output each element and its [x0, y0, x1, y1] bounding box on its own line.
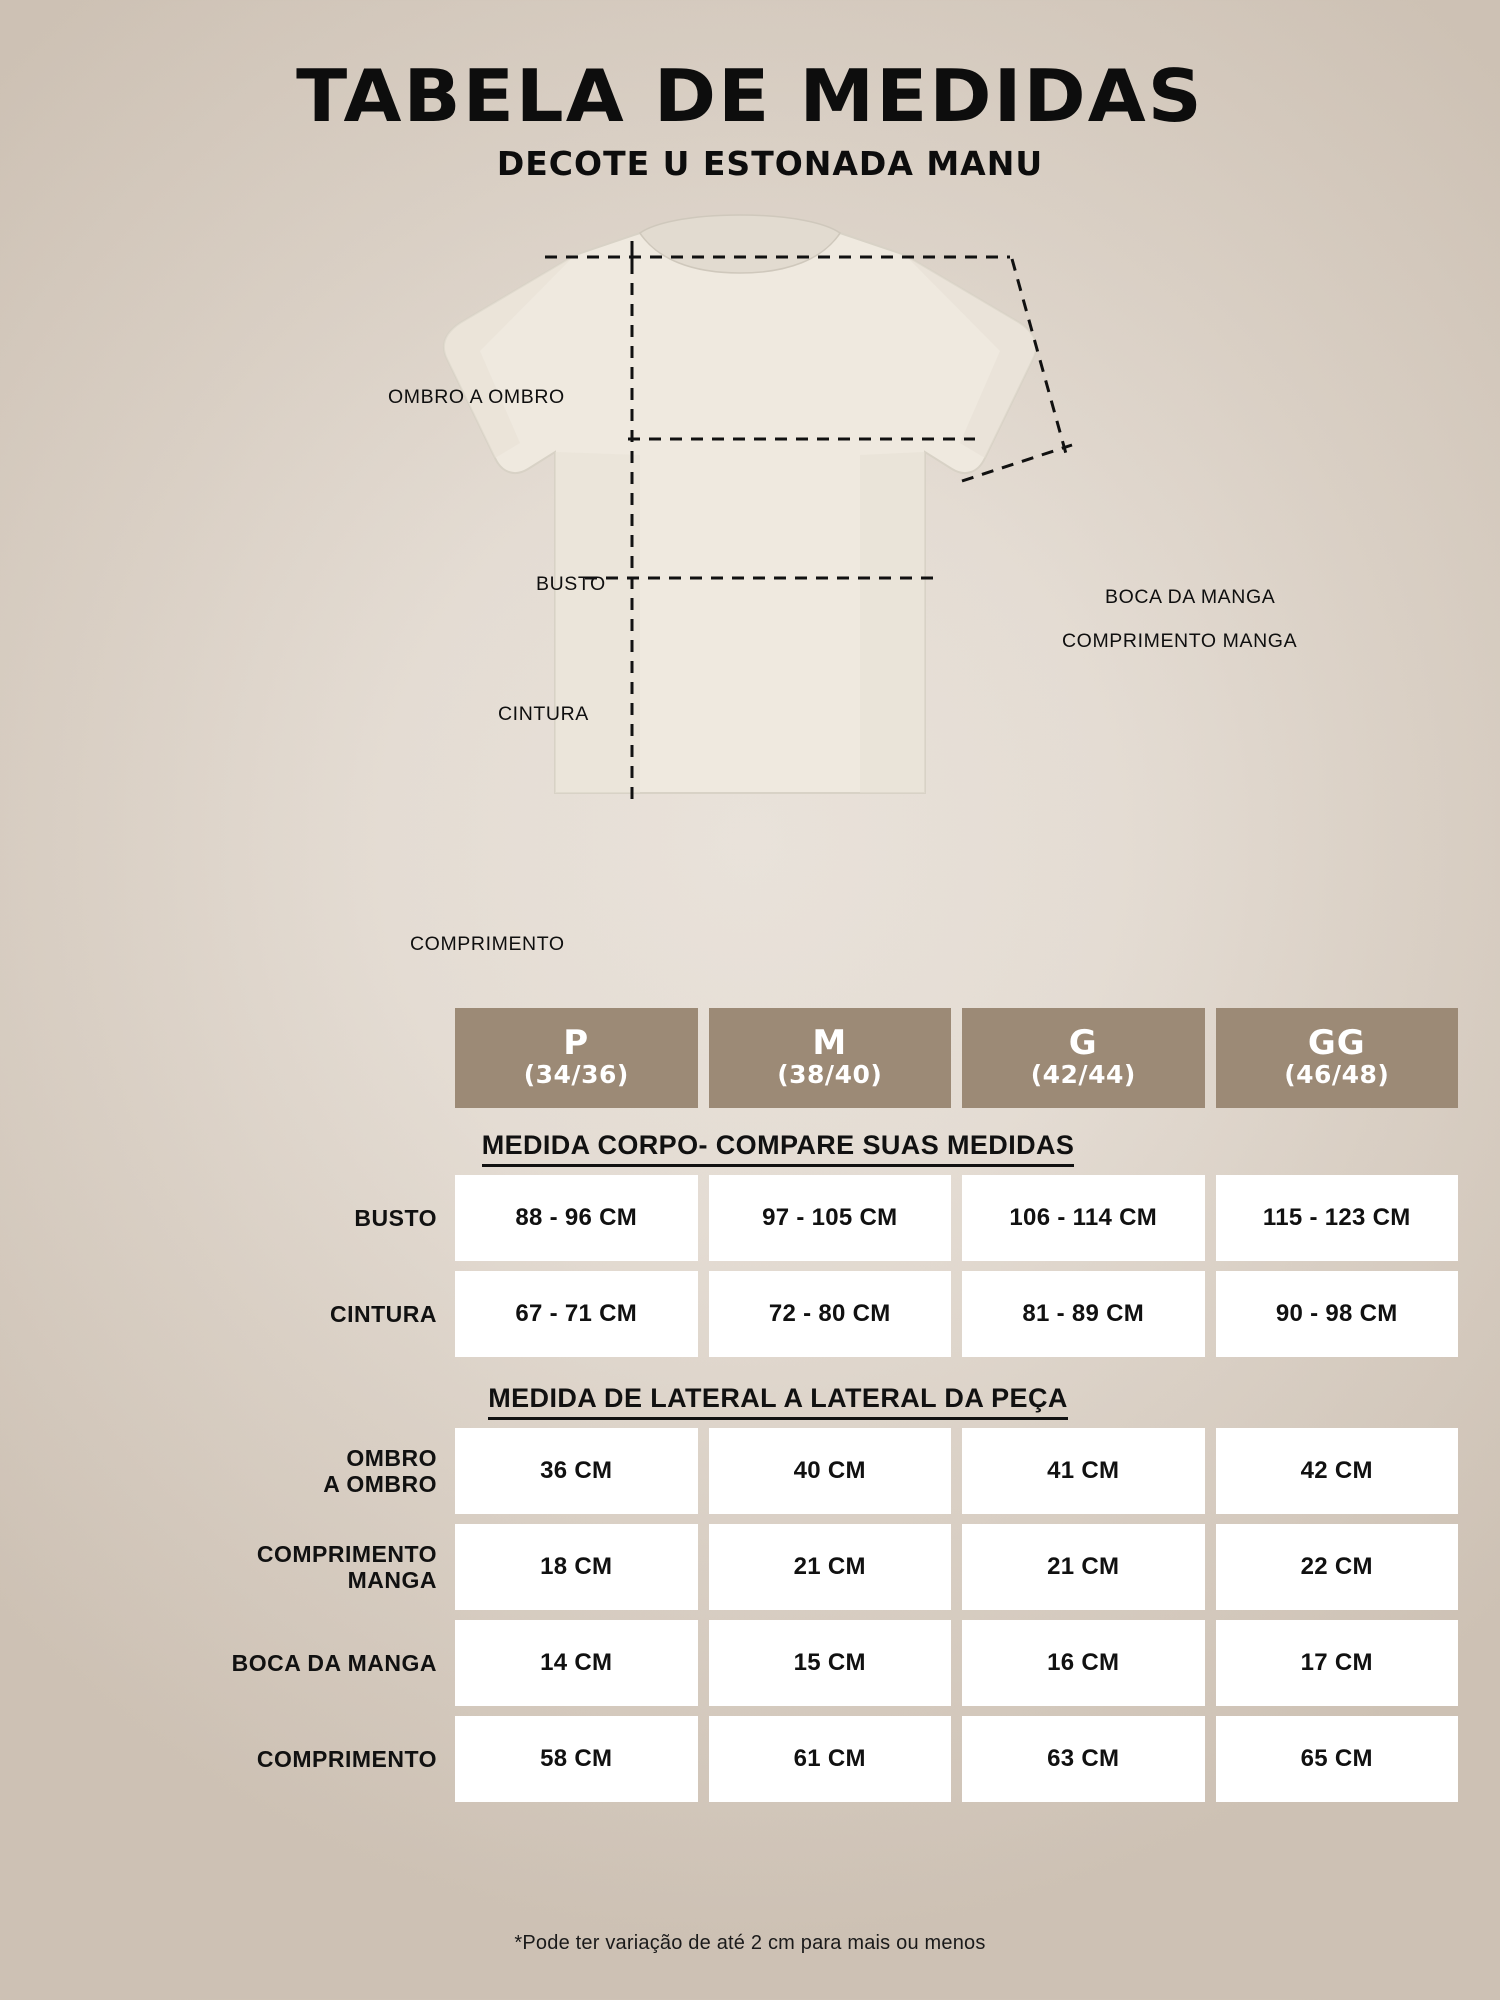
label-ombro-a-ombro: OMBRO A OMBRO [388, 386, 565, 408]
table-row-cintura [0, 1271, 1500, 1357]
size-range: (38/40) [777, 1060, 883, 1090]
size-range: (42/44) [1030, 1060, 1136, 1090]
size-column-m [709, 1008, 952, 1108]
table-cell: 15 CM [709, 1620, 952, 1706]
label-cintura: CINTURA [498, 703, 589, 725]
section-title-text: MEDIDA CORPO- COMPARE SUAS MEDIDAS [482, 1130, 1075, 1167]
table-cell: 21 CM [962, 1524, 1205, 1610]
size-header-spacer [0, 1008, 455, 1108]
table-row-busto [0, 1175, 1500, 1261]
table-cell: 36 CM [455, 1428, 698, 1514]
measurements-table [0, 1008, 1500, 1812]
size-name: G [1068, 1022, 1098, 1063]
footnote: *Pode ter variação de até 2 cm para mais ou menos [514, 1932, 986, 1954]
row-label: CINTURA [330, 1300, 437, 1327]
table-cell: 22 CM [1216, 1524, 1459, 1610]
size-range: (34/36) [523, 1060, 629, 1090]
table-cell: 41 CM [962, 1428, 1205, 1514]
size-column-g [962, 1008, 1205, 1108]
section-title-body-measurements [0, 1114, 1500, 1175]
header [0, 0, 1500, 183]
page-title: TABELA DE MEDIDAS [296, 54, 1204, 138]
table-row-comprimento-manga [0, 1524, 1500, 1610]
label-busto: BUSTO [536, 573, 606, 595]
table-cell: 88 - 96 CM [455, 1175, 698, 1261]
row-label [0, 1524, 455, 1610]
row-label [0, 1428, 455, 1514]
section-title-text: MEDIDA DE LATERAL A LATERAL DA PEÇA [488, 1383, 1068, 1420]
row-label: COMPRIMENTO [256, 1745, 437, 1772]
row-label-line1: OMBRO [346, 1444, 437, 1471]
table-cell: 97 - 105 CM [709, 1175, 952, 1261]
table-cell: 63 CM [962, 1716, 1205, 1802]
table-cell: 40 CM [709, 1428, 952, 1514]
size-name: GG [1307, 1022, 1366, 1063]
size-range: (46/48) [1284, 1060, 1390, 1090]
size-header-row [0, 1008, 1500, 1108]
table-row-ombro-a-ombro [0, 1428, 1500, 1514]
table-cell: 18 CM [455, 1524, 698, 1610]
section-title-garment-measurements [0, 1367, 1500, 1428]
row-label-line2: A OMBRO [323, 1471, 437, 1497]
table-row-comprimento [0, 1716, 1500, 1802]
garment-illustration [0, 193, 1500, 955]
table-cell: 42 CM [1216, 1428, 1459, 1514]
table-cell: 81 - 89 CM [962, 1271, 1205, 1357]
table-cell: 14 CM [455, 1620, 698, 1706]
table-cell: 65 CM [1216, 1716, 1459, 1802]
row-label: BUSTO [354, 1204, 437, 1231]
size-name: P [563, 1022, 590, 1063]
table-cell: 61 CM [709, 1716, 952, 1802]
label-boca-da-manga: BOCA DA MANGA [1105, 586, 1276, 608]
label-comprimento-manga: COMPRIMENTO MANGA [1062, 630, 1298, 652]
size-column-gg [1216, 1008, 1459, 1108]
table-cell: 58 CM [455, 1716, 698, 1802]
table-cell: 90 - 98 CM [1216, 1271, 1459, 1357]
table-cell: 72 - 80 CM [709, 1271, 952, 1357]
table-cell: 16 CM [962, 1620, 1205, 1706]
table-row-boca-da-manga [0, 1620, 1500, 1706]
table-cell: 106 - 114 CM [962, 1175, 1205, 1261]
size-name: M [812, 1022, 848, 1063]
page-subtitle: DECOTE U ESTONADA MANU [496, 144, 1044, 183]
row-label: BOCA DA MANGA [231, 1649, 437, 1676]
label-comprimento: COMPRIMENTO [410, 933, 565, 955]
size-column-p [455, 1008, 698, 1108]
table-cell: 21 CM [709, 1524, 952, 1610]
table-cell: 17 CM [1216, 1620, 1459, 1706]
table-cell: 67 - 71 CM [455, 1271, 698, 1357]
table-cell: 115 - 123 CM [1216, 1175, 1459, 1261]
row-label-line2: MANGA [347, 1567, 437, 1593]
tshirt-diagram [0, 193, 1500, 813]
row-label-line1: COMPRIMENTO [256, 1540, 437, 1567]
